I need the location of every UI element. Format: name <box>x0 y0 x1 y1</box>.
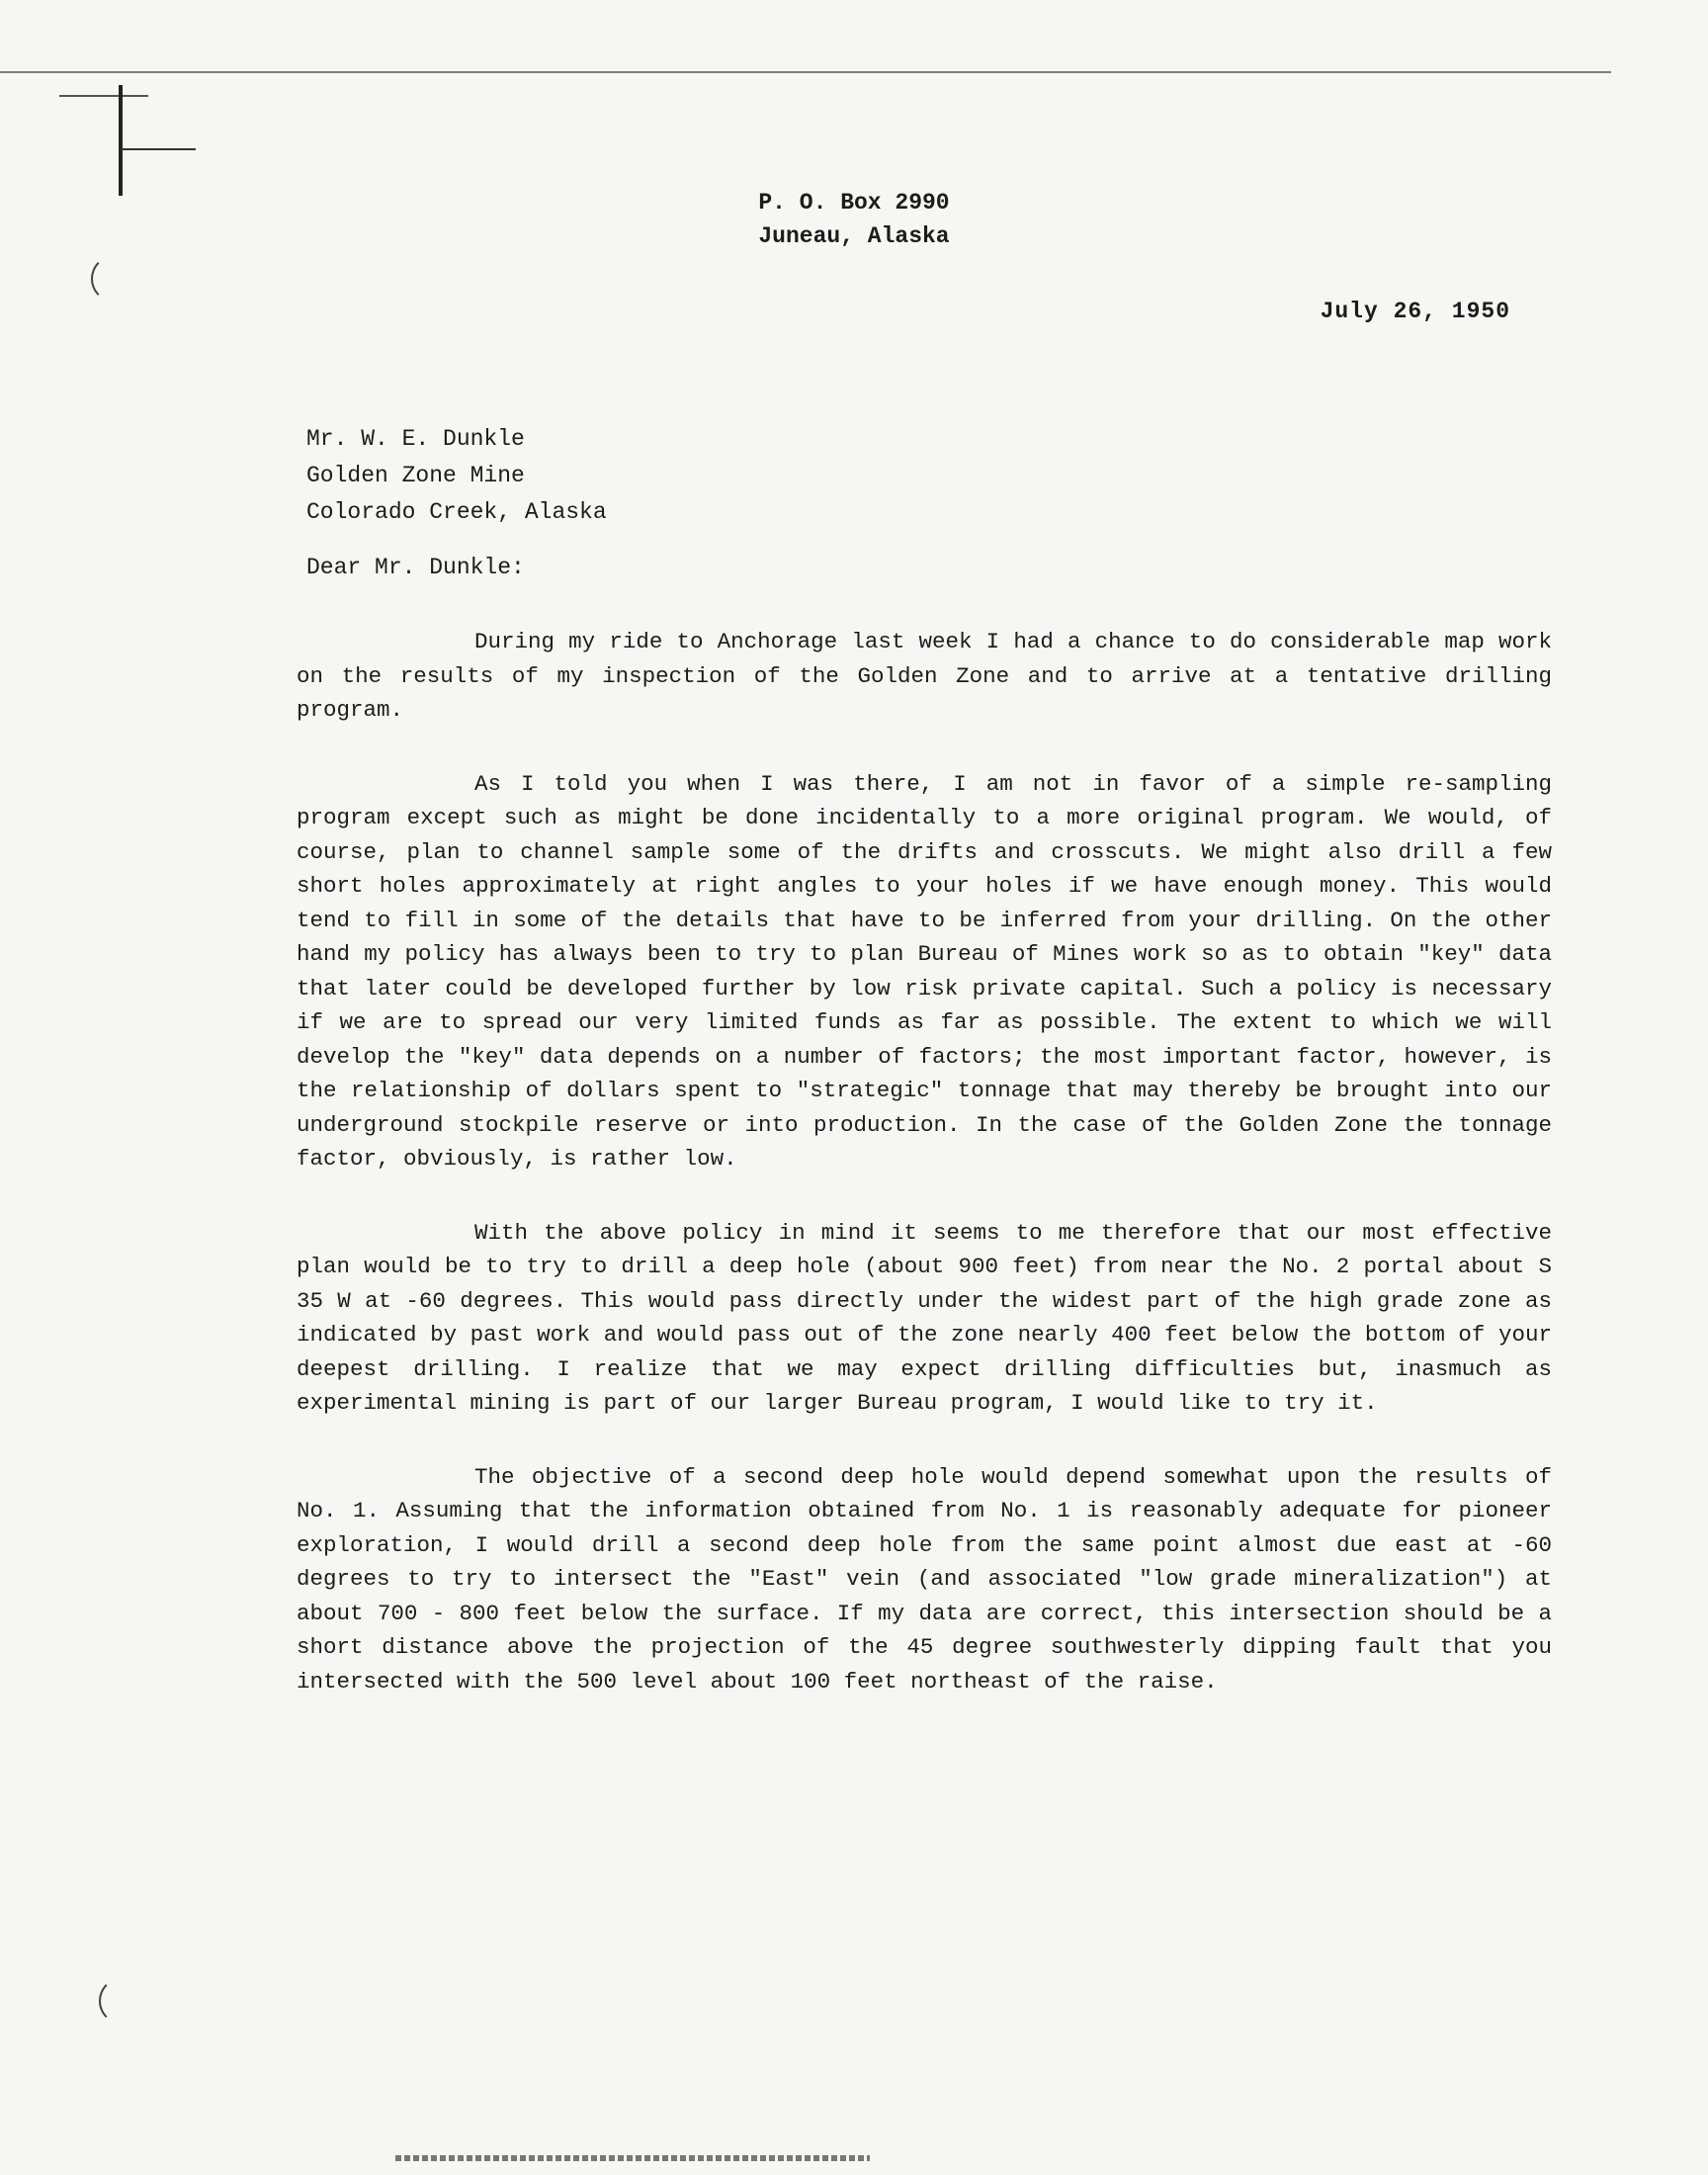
punch-hole-mark <box>99 1977 146 2025</box>
letterhead <box>0 186 1708 253</box>
staple-mark <box>121 148 196 150</box>
letter-date: July 26, 1950 <box>1320 299 1510 324</box>
punch-hole-mark <box>91 255 138 303</box>
recipient-address <box>306 421 607 531</box>
body-paragraph: As I told you when I was there, I am not in favor of a simple re-sampling program except such as might be done incidentally to a more original program. We would, of course, plan to channel sample some of the drifts and crosscuts. We might also drill a few short holes approximately at right angles to your holes if we have enough money. This would tend to fill in some of the details that have to be inferred from your drilling. On the other hand my policy has always been to try to plan Bureau of Mines work so as to obtain "key" data that later could be developed further by low risk private capital. Such a policy is necessary if we are to spread our very limited funds as far as possible. The extent to which we will develop the "key" data depends on a number of factors; the most important factor, however, is the relationship of dollars spent to "strategic" tonnage that may thereby be brought into our underground stockpile reserve or into production. In the case of the Golden Zone the tonnage factor, obviously, is rather low. <box>297 770 1552 1172</box>
staple-mark <box>59 95 148 97</box>
letter-body <box>297 625 1552 1738</box>
recipient-line: Golden Zone Mine <box>306 463 525 488</box>
scan-smudge <box>395 2155 870 2161</box>
body-paragraph: With the above policy in mind it seems to me therefore that our most effective plan would be to try to drill a deep hole (about 900 feet) from near the No. 2 portal about S 35 W at -60 degrees. This would pass directly under the widest part of the high grade zone as indicated by past work and would pass out of the zone nearly 400 feet below the bottom of your deepest drilling. I realize that we may expect drilling difficulties but, inasmuch as experimental mining is part of our larger Bureau program, I would like to try it. <box>297 1219 1552 1416</box>
body-paragraph: The objective of a second deep hole would depend somewhat upon the results of No. 1. Assuming that the information obtained from No. 1 is reasonably adequate for pioneer exploration, I would drill a second deep hole from the same point almost due east at -60 degrees to try to intersect the "East" vein (and associated "low grade mineralization") at about 700 - 800 feet below the surface. If my data are correct, this intersection should be a short distance above the projection of the 45 degree southwesterly dipping fault that you intersected with the 500 level about 100 feet northeast of the raise. <box>297 1463 1552 1695</box>
recipient-line: Colorado Creek, Alaska <box>306 499 607 525</box>
salutation: Dear Mr. Dunkle: <box>306 555 525 580</box>
letterhead-line: P. O. Box 2990 <box>758 190 950 216</box>
letterhead-line: Juneau, Alaska <box>758 223 950 249</box>
recipient-line: Mr. W. E. Dunkle <box>306 426 525 452</box>
top-rule <box>0 71 1611 73</box>
staple-mark <box>119 85 123 196</box>
body-paragraph: During my ride to Anchorage last week I had a chance to do considerable map work on the results of my inspection of the Golden Zone and to arrive at a tentative drilling program. <box>297 629 1552 723</box>
